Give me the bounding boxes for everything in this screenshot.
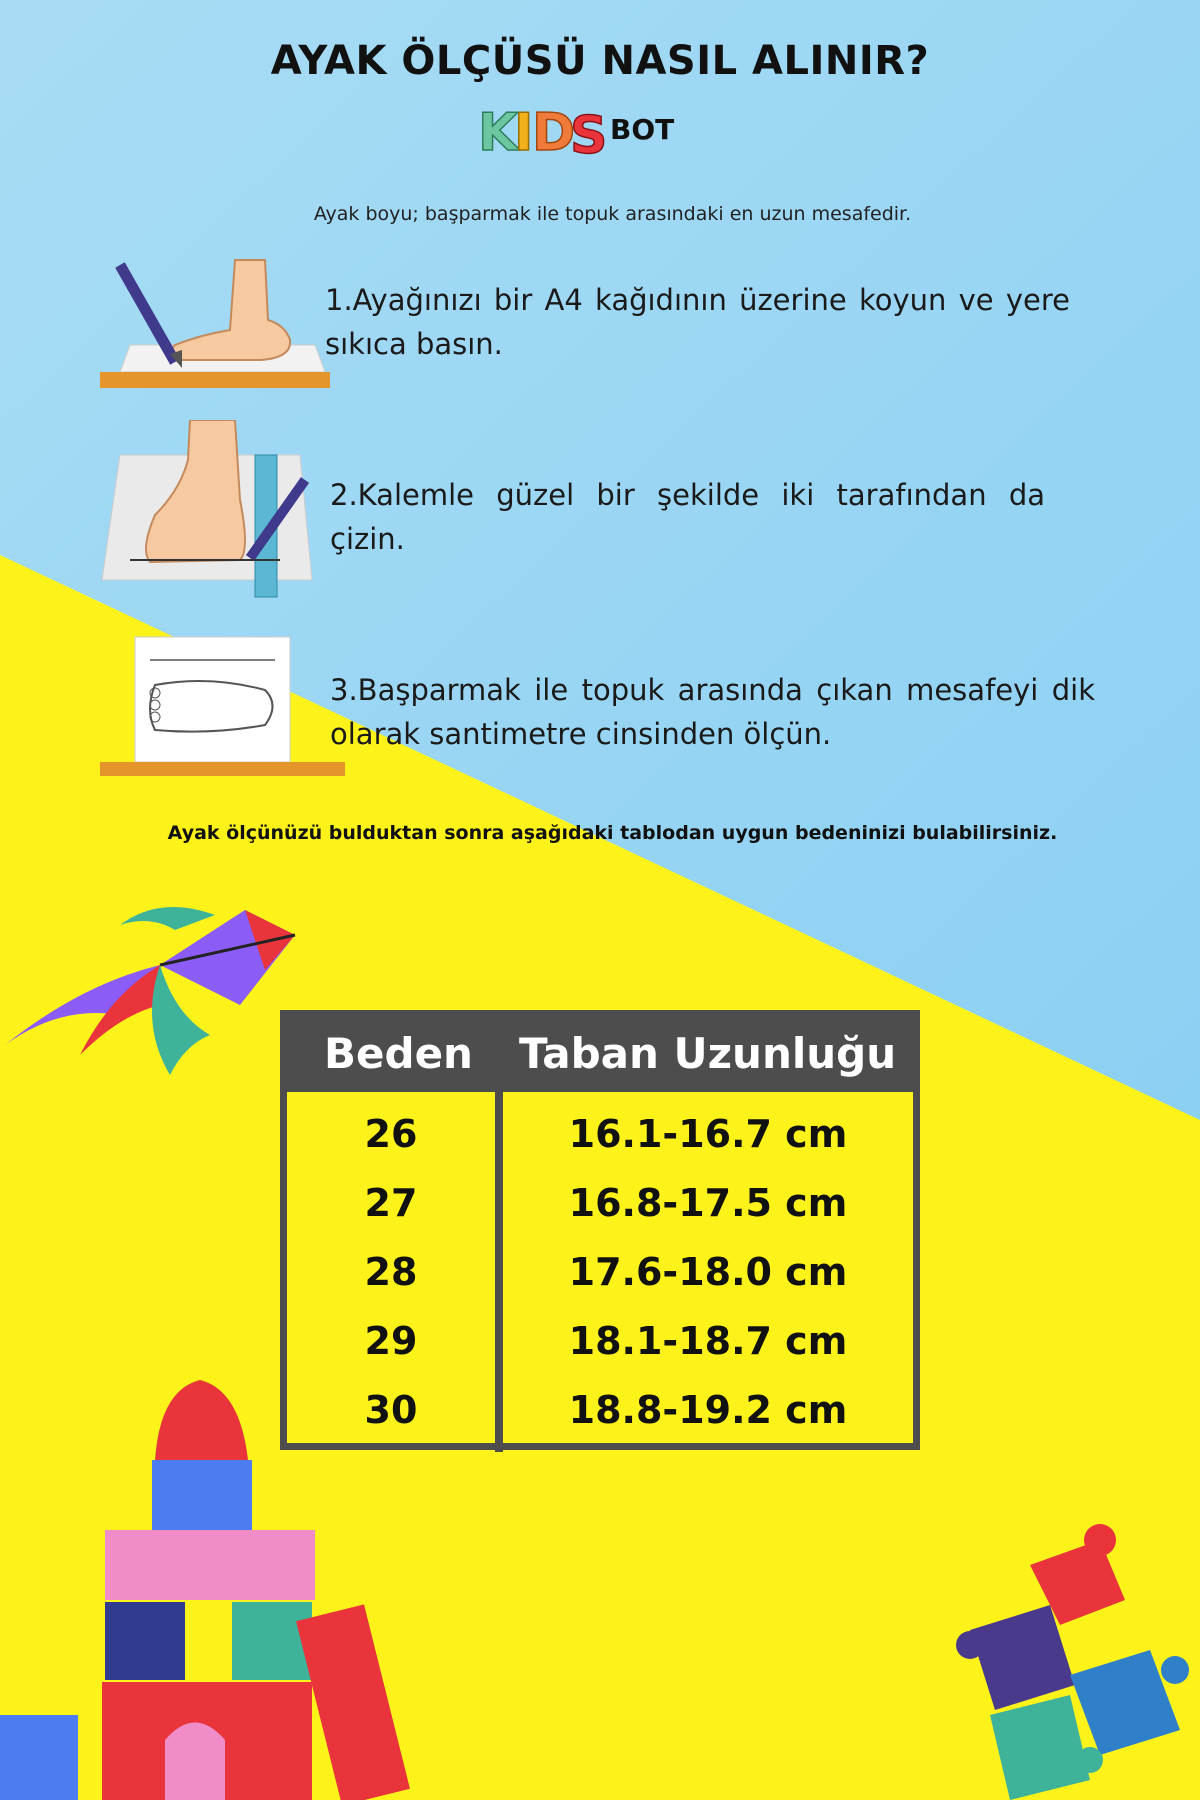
cell-size: 30 [364, 1388, 418, 1432]
table-row [287, 1250, 913, 1318]
brand-logo [470, 95, 750, 165]
header-size: Beden [324, 1029, 473, 1078]
cell-length: 18.1-18.7 cm [568, 1319, 848, 1363]
step-2-text: 2.Kalemle güzel bir şekilde iki tarafından da çizin. [330, 478, 1045, 556]
svg-text:S: S [570, 106, 608, 165]
cell-size: 26 [364, 1112, 418, 1156]
puzzle-pieces-icon [950, 1520, 1200, 1800]
page-title: AYAK ÖLÇÜSÜ NASIL ALINIR? [270, 38, 930, 84]
step-3-text: 3.Başparmak ile topuk arasında çıkan mesafeyi dik olarak santimetre cinsinden ölçün. [330, 673, 1095, 751]
size-table-note: Ayak ölçünüzü bulduktan sonra aşağıdaki tablodan uygun bedeninizi bulabilirsiniz. [167, 822, 1058, 844]
cell-length: 17.6-18.0 cm [568, 1250, 848, 1294]
header-sole-length: Taban Uzunluğu [519, 1029, 897, 1078]
table-row [287, 1112, 913, 1180]
cell-length: 18.8-19.2 cm [568, 1388, 848, 1432]
intro-text: Ayak boyu; başparmak ile topuk arasındaki en uzun mesafedir. [313, 203, 912, 225]
cell-size: 27 [364, 1181, 418, 1225]
foot-on-paper-illustration [100, 250, 330, 395]
step-1-text: 1.Ayağınızı bir A4 kağıdının üzerine koyun ve yere sıkıca basın. [325, 283, 1070, 361]
kids-logo-icon [470, 95, 610, 165]
cell-size: 28 [364, 1250, 418, 1294]
cell-length: 16.1-16.7 cm [568, 1112, 848, 1156]
cell-length: 16.8-17.5 cm [568, 1181, 848, 1225]
foot-outline-measure-illustration [100, 635, 345, 785]
toy-blocks-icon [0, 1370, 440, 1800]
table-row [287, 1181, 913, 1249]
foot-tracing-illustration [100, 420, 320, 600]
logo-sub-text: BOT [610, 113, 675, 146]
size-table-header [287, 1017, 913, 1092]
svg-text:D: D [532, 103, 576, 163]
svg-text:K: K [478, 103, 519, 163]
cell-size: 29 [364, 1319, 418, 1363]
svg-text:I: I [514, 103, 534, 163]
kite-icon [0, 895, 310, 1095]
